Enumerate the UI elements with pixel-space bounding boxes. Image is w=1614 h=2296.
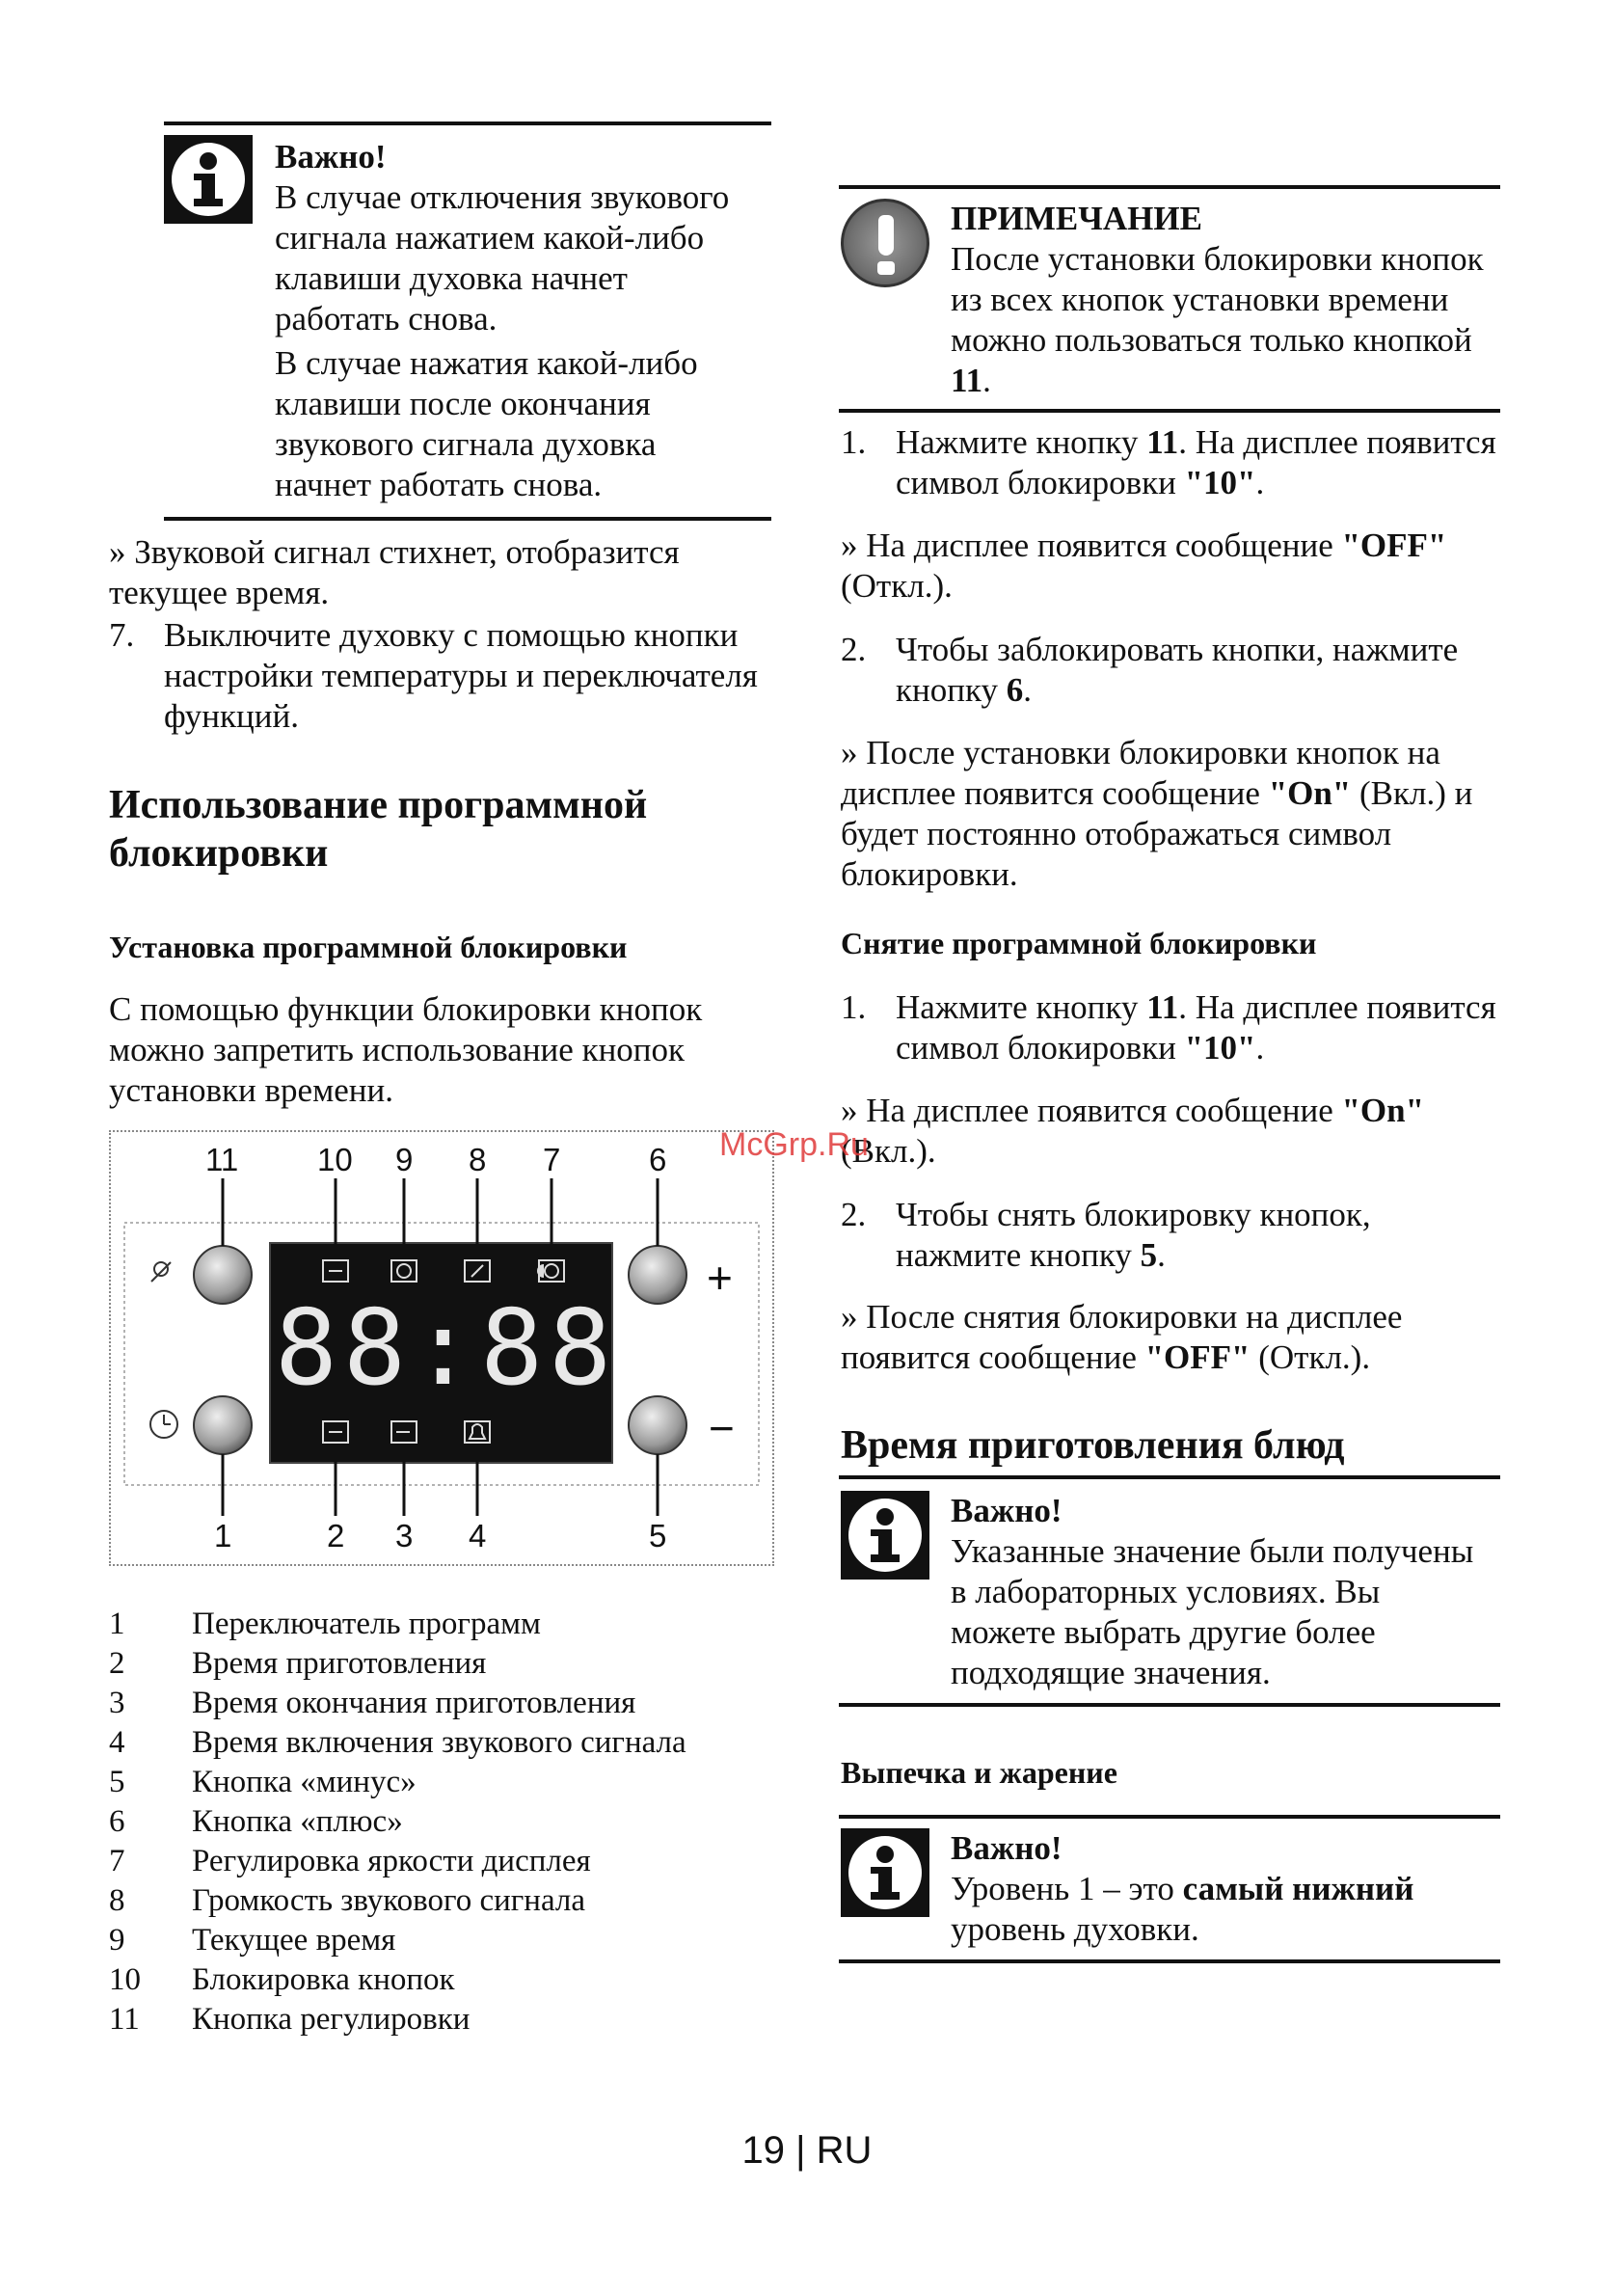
step-number: 2. [841, 631, 867, 668]
plus-symbol: + [707, 1253, 733, 1303]
divider [839, 1815, 1500, 1819]
divider [839, 409, 1500, 413]
lock-result-2: » После установки блокировки кнопок на дисплее появится сообщение "On" (Вкл.) и будет постоянно отображаться символ блокировки. [841, 734, 1473, 893]
step-line: Выключите духовку с помощью кнопки [164, 616, 739, 654]
para-line: можно запретить использование кнопок [109, 1031, 686, 1068]
important-note-2 [951, 1491, 1510, 1693]
panel-label-4: 4 [469, 1518, 487, 1553]
note-line: клавиши после окончания [275, 385, 651, 422]
note-line: В случае отключения звукового [275, 178, 730, 216]
para-line: установки времени. [109, 1071, 393, 1109]
divider [839, 185, 1500, 189]
note-line: подходящие значения. [951, 1654, 1271, 1691]
note-line: клавиши духовка начнет [275, 259, 628, 297]
subheading-baking: Выпечка и жарение [841, 1755, 1117, 1790]
text: . [982, 362, 991, 399]
subheading-set-lock: Установка программной блокировки [109, 930, 628, 964]
note-line: можете выбрать другие более [951, 1613, 1376, 1651]
note-line: В случае нажатия какой-либо [275, 344, 698, 382]
panel-label-1: 1 [214, 1518, 232, 1553]
divider [839, 1475, 1500, 1479]
section-heading-cooking-time [841, 1421, 1345, 1470]
note-title: Важно! [951, 1492, 1063, 1529]
note-line [951, 361, 1510, 401]
info-icon [841, 1828, 929, 1917]
bullet-line: текущее время. [109, 574, 330, 611]
note-line: работать снова. [275, 300, 498, 338]
note-title: Важно! [275, 138, 387, 176]
watermark: McGrp.Ru [719, 1126, 869, 1163]
step-number: 2. [841, 1196, 867, 1233]
step-number: 1. [841, 423, 867, 461]
unlock-result-1: » На дисплее появится сообщение "On" (Вкл.). [841, 1092, 1425, 1170]
note-line: из всех кнопок установки времени [951, 281, 1449, 318]
page-number: 19 | RU [741, 2129, 873, 2172]
panel-label-2: 2 [327, 1518, 345, 1553]
divider [164, 517, 771, 521]
lock-step-1: 1. Нажмите кнопку 11. На дисплее появится символ блокировки "10". [841, 423, 1496, 501]
minus-symbol: − [709, 1403, 735, 1453]
step-line: настройки температуры и переключателя [164, 657, 758, 694]
note-block [951, 199, 1510, 401]
control-panel-diagram [109, 1130, 774, 1566]
note-line: После установки блокировки кнопок [951, 240, 1484, 278]
display-digits: 88:88 [275, 1288, 618, 1409]
step-7 [109, 615, 803, 737]
note-line: сигнала нажатием какой-либо [275, 219, 705, 257]
result-bullet-1 [109, 532, 784, 613]
panel-label-6: 6 [649, 1142, 667, 1177]
note-line: начнет работать снова. [275, 466, 603, 503]
panel-label-11: 11 [205, 1142, 239, 1177]
note-line: можно пользоваться только кнопкой [951, 321, 1472, 359]
subheading-unlock: Снятие программной блокировки [841, 926, 1317, 960]
lock-step-2: 2. Чтобы заблокировать кнопки, нажмите кнопку 6. [841, 631, 1459, 709]
heading-line: Время приготовления блюд [841, 1423, 1345, 1468]
unlock-step-1: 1. Нажмите кнопку 11. На дисплее появится символ блокировки "10". [841, 988, 1496, 1067]
heading-line: блокировки [109, 831, 329, 876]
lock-result-1: » На дисплее появится сообщение "OFF" (Откл.). [841, 527, 1447, 605]
unlock-result-2: » После снятия блокировки на дисплее появится сообщение "OFF" (Откл.). [841, 1298, 1403, 1376]
intro-paragraph [109, 989, 803, 1111]
bullet-line: » Звуковой сигнал стихнет, отобразится [109, 533, 680, 571]
heading-line: Использование программной [109, 783, 648, 827]
section-heading-lock [109, 781, 803, 878]
unlock-step-2: 2. Чтобы снять блокировку кнопок, нажмите кнопку 5. [841, 1196, 1371, 1274]
exclamation-icon [841, 199, 929, 287]
important-note-1 [275, 137, 776, 505]
bold-text: 11 [951, 362, 983, 399]
divider [839, 1959, 1500, 1963]
step-number: 7. [109, 616, 135, 654]
panel-label-7: 7 [543, 1142, 561, 1177]
note-line: Указанные значение были получены [951, 1532, 1474, 1570]
note-line: в лабораторных условиях. Вы [951, 1573, 1381, 1610]
info-icon [164, 135, 253, 224]
note-title: ПРИМЕЧАНИЕ [951, 200, 1202, 237]
para-line: С помощью функции блокировки кнопок [109, 990, 703, 1028]
panel-label-8: 8 [469, 1142, 487, 1177]
note-title: Важно! [951, 1829, 1063, 1867]
panel-label-9: 9 [395, 1142, 414, 1177]
info-icon [841, 1491, 929, 1580]
note-line: звукового сигнала духовка [275, 425, 657, 463]
important-note-3: Важно! Уровень 1 – это самый нижний уровень духовки. [951, 1828, 1510, 1950]
step-number: 1. [841, 988, 867, 1026]
panel-label-3: 3 [395, 1518, 414, 1553]
divider [839, 1703, 1500, 1707]
panel-label-5: 5 [649, 1518, 667, 1553]
panel-label-10: 10 [317, 1142, 353, 1177]
step-line: функций. [164, 697, 299, 735]
divider [164, 122, 771, 125]
